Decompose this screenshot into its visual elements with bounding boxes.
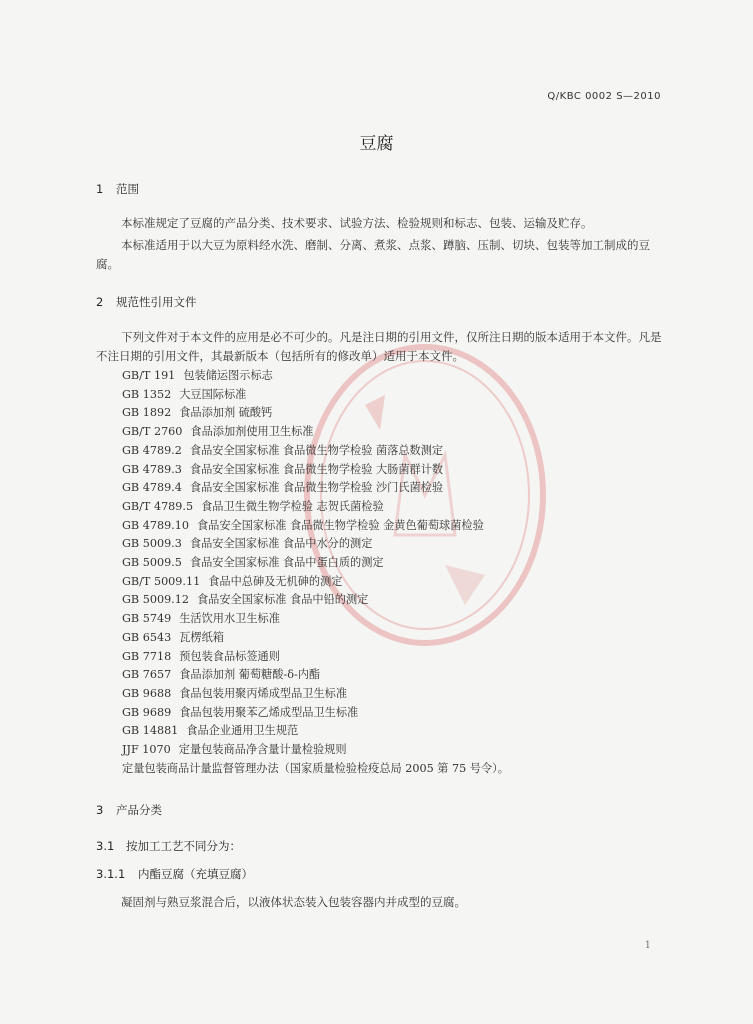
references-intro: 下列文件对于本文件的应用是必不可少的。凡是注日期的引用文件，仅所注日期的版本适用于本文件。凡是不注日期的引用文件，其最新版本（包括所有的修改单）适用于本文件。 bbox=[96, 330, 662, 363]
list-item: GB/T 4789.5 食品卫生微生物学检验 志贺氏菌检验 bbox=[122, 499, 384, 513]
list-item: GB 14881 食品企业通用卫生规范 bbox=[122, 724, 299, 738]
page-number: 1 bbox=[644, 940, 651, 951]
list-item: GB/T 2760 食品添加剂使用卫生标准 bbox=[122, 425, 314, 439]
list-item: GB 6543 瓦楞纸箱 bbox=[122, 630, 224, 644]
list-item: GB 4789.10 食品安全国家标准 食品微生物学检验 金黄色葡萄球菌检验 bbox=[122, 518, 484, 532]
section-number: 1 bbox=[96, 182, 104, 196]
section-1-heading bbox=[96, 181, 139, 197]
section-number: 3.1.1 bbox=[96, 867, 126, 881]
list-item: GB 5009.3 食品安全国家标准 食品中水分的测定 bbox=[122, 537, 373, 551]
section-title: 规范性引用文件 bbox=[116, 295, 197, 309]
reference-list bbox=[122, 367, 509, 778]
list-item: GB 9689 食品包装用聚苯乙烯成型品卫生标准 bbox=[122, 705, 359, 719]
list-item-extra: 定量包装商品计量监督管理办法（国家质量检验检疫总局 2005 第 75 号令）。 bbox=[122, 761, 509, 775]
subsection-3-1-1-heading bbox=[96, 866, 253, 882]
list-item: GB 4789.4 食品安全国家标准 食品微生物学检验 沙门氏菌检验 bbox=[122, 481, 444, 495]
section-number: 2 bbox=[96, 295, 104, 309]
list-item: GB/T 191 包装储运图示标志 bbox=[122, 369, 273, 382]
subsection-3-1-heading bbox=[96, 838, 241, 854]
list-item: GB 1352 大豆国际标准 bbox=[122, 387, 247, 401]
list-item: GB 1892 食品添加剂 硫酸钙 bbox=[122, 406, 273, 420]
list-item: GB 5749 生活饮用水卫生标准 bbox=[122, 612, 280, 626]
page-title: 豆腐 bbox=[359, 134, 394, 154]
section-title: 产品分类 bbox=[116, 803, 162, 817]
section-number: 3 bbox=[96, 803, 104, 817]
list-item: GB 4789.2 食品安全国家标准 食品微生物学检验 菌落总数测定 bbox=[122, 443, 444, 457]
standard-code: Q/KBC 0002 S—2010 bbox=[547, 91, 661, 102]
list-item: GB 7657 食品添加剂 葡萄糖酸-δ-内酯 bbox=[122, 668, 321, 682]
section-title: 按加工工艺不同分为： bbox=[126, 839, 241, 853]
section-number: 3.1 bbox=[96, 839, 115, 853]
classification-description: 凝固剂与熟豆浆混合后，以液体状态装入包装容器内并成型的豆腐。 bbox=[121, 895, 466, 909]
list-item: GB 5009.5 食品安全国家标准 食品中蛋白质的测定 bbox=[122, 556, 384, 570]
scope-paragraph-2: 本标准适用于以大豆为原料经水洗、磨制、分离、煮浆、点浆、蹲脑、压制、切块、包装等加工制成的豆腐。 bbox=[96, 238, 650, 271]
list-item: GB 7718 预包装食品标签通则 bbox=[122, 649, 280, 663]
section-3-heading bbox=[96, 802, 162, 818]
list-item: JJF 1070 定量包装商品净含量计量检验规则 bbox=[122, 743, 347, 757]
section-title: 内酯豆腐（充填豆腐） bbox=[138, 867, 253, 881]
list-item: GB 9688 食品包装用聚丙烯成型品卫生标准 bbox=[122, 686, 348, 700]
list-item: GB/T 5009.11 食品中总砷及无机砷的测定 bbox=[122, 574, 343, 588]
section-2-heading bbox=[96, 294, 197, 310]
list-item: GB 5009.12 食品安全国家标准 食品中铅的测定 bbox=[122, 593, 369, 607]
list-item: GB 4789.3 食品安全国家标准 食品微生物学检验 大肠菌群计数 bbox=[122, 462, 444, 476]
section-title: 范围 bbox=[116, 182, 139, 196]
scope-paragraph-1: 本标准规定了豆腐的产品分类、技术要求、试验方法、检验规则和标志、包装、运输及贮存。 bbox=[121, 216, 593, 230]
